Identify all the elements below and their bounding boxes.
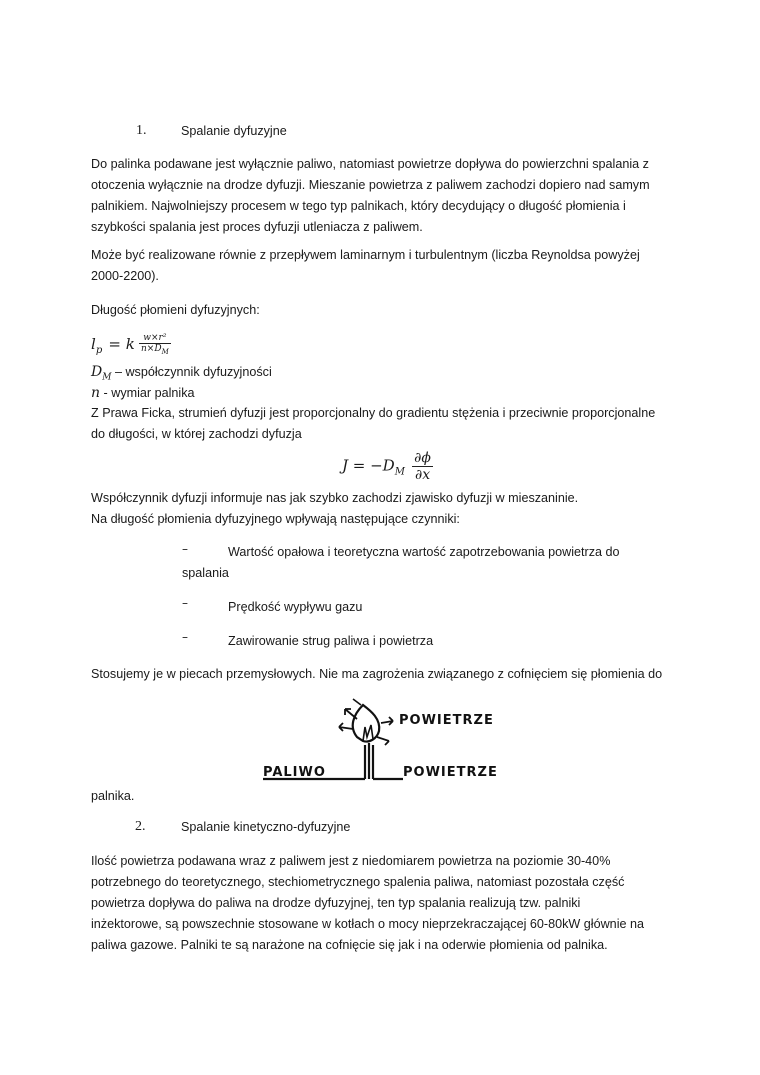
bullet-text: Zawirowanie strug paliwa i powietrza bbox=[228, 634, 434, 648]
section-2-line: powietrza dopływa do paliwa na drodze dyfuzyjnej, ten typ spalania realizują tzw. palniki bbox=[91, 896, 581, 910]
section-1-number: 1. bbox=[136, 123, 147, 138]
sketch-label-fuel: PALIWO bbox=[263, 765, 326, 780]
paragraph-1 bbox=[91, 154, 691, 238]
fick-denominator: ∂x bbox=[414, 467, 431, 483]
fick-line: Z Prawa Ficka, strumień dyfuzji jest proporcjonalny do gradientu stężenia i przeciwnie proporcjonalne bbox=[91, 406, 656, 420]
fick-line: do długości, w której zachodzi dyfuzja bbox=[91, 427, 302, 441]
formula-numerator: w×r² bbox=[139, 333, 171, 344]
fick-lhs: J = −D bbox=[342, 456, 395, 475]
n-description: - wymiar palnika bbox=[100, 386, 195, 400]
burner-sketch-drawing bbox=[253, 697, 509, 789]
bullet-dash: – bbox=[182, 596, 188, 610]
flame-length-label: Długość płomieni dyfuzyjnych: bbox=[91, 303, 260, 317]
formula-flame-length bbox=[91, 333, 171, 357]
fick-numerator: ∂ϕ bbox=[414, 450, 431, 466]
section-2-number: 2. bbox=[135, 819, 146, 834]
sketch-label-air-top: POWIETRZE bbox=[399, 713, 494, 728]
burner-sketch bbox=[253, 697, 509, 789]
dm-sub: M bbox=[102, 372, 112, 383]
fick-paragraph bbox=[91, 403, 711, 445]
paragraph-2-line: Może być realizowane równie z przepływem laminarnym i turbulentnym (liczba Reynoldsa powyżej bbox=[91, 248, 640, 262]
paragraph-2-line: 2000-2200). bbox=[91, 269, 159, 283]
formula-lhs: l bbox=[91, 334, 96, 353]
n-symbol: n bbox=[91, 385, 101, 401]
dm-symbol: D bbox=[91, 364, 103, 380]
bullet-dash: – bbox=[182, 542, 188, 556]
section-2-title: Spalanie kinetyczno-dyfuzyjne bbox=[181, 820, 351, 834]
paragraph-1-line: palnikiem. Najwolniejszy procesem w tego typ palnikach, który decydujący o długość płomienia i bbox=[91, 199, 626, 213]
bullet-dash: – bbox=[182, 630, 188, 644]
formula-denominator-sub: M bbox=[161, 347, 169, 356]
n-definition bbox=[91, 383, 195, 404]
bullet-text: Prędkość wypływu gazu bbox=[228, 600, 363, 614]
bullet-text: Wartość opałowa i teoretyczna wartość zapotrzebowania powietrza do bbox=[228, 545, 620, 559]
dm-description: – współczynnik dyfuzyjności bbox=[111, 365, 272, 379]
section-2-line: inżektorowe, są powszechnie stosowane w kotłach o mocy nieprzekraczającej 60-80kW głównie na bbox=[91, 917, 644, 931]
section-2-paragraph bbox=[91, 851, 701, 956]
sketch-label-air-bottom: POWIETRZE bbox=[403, 765, 498, 780]
section-2-line: potrzebnego do teoretycznego, stechiometrycznego spalenia paliwa, natomiast pozostała część bbox=[91, 875, 625, 889]
formula-fick bbox=[342, 450, 433, 483]
formula-denominator: n×D bbox=[141, 344, 162, 354]
fick-sub: M bbox=[394, 466, 405, 478]
formula-fraction bbox=[139, 333, 171, 357]
paragraph-1-line: otoczenia wyłącznie na drodze dyfuzji. Mieszanie powietrza z paliwem zachodzi dopiero nad samym bbox=[91, 178, 650, 192]
section-2-line: paliwa gazowe. Palniki te są narażone na cofnięcie się jak i na oderwie płomienia od palnika. bbox=[91, 938, 608, 952]
formula-eq: = k bbox=[108, 334, 135, 353]
bullet-text-continuation: spalania bbox=[182, 566, 229, 580]
usage-line: Stosujemy je w piecach przemysłowych. Nie ma zagrożenia związanego z cofnięciem się płomienia do bbox=[91, 667, 663, 681]
section-1-title: Spalanie dyfuzyjne bbox=[181, 124, 287, 138]
coefficient-line: Współczynnik dyfuzji informuje nas jak szybko zachodzi zjawisko dyfuzji w mieszaninie. bbox=[91, 491, 579, 505]
paragraph-1-line: Do palinka podawane jest wyłącznie paliwo, natomiast powietrze dopływa do powierzchni spalania z bbox=[91, 157, 649, 171]
paragraph-1-line: szybkości spalania jest proces dyfuzji utleniacza z paliwem. bbox=[91, 220, 423, 234]
paragraph-2 bbox=[91, 245, 691, 287]
formula-lhs-sub: p bbox=[95, 344, 103, 356]
usage-tail: palnika. bbox=[91, 789, 135, 803]
section-2-line: Ilość powietrza podawana wraz z paliwem jest z niedomiarem powietrza na poziomie 30-40% bbox=[91, 854, 611, 868]
fick-fraction bbox=[412, 450, 433, 483]
factors-intro: Na długość płomienia dyfuzyjnego wpływają następujące czynniki: bbox=[91, 512, 460, 526]
